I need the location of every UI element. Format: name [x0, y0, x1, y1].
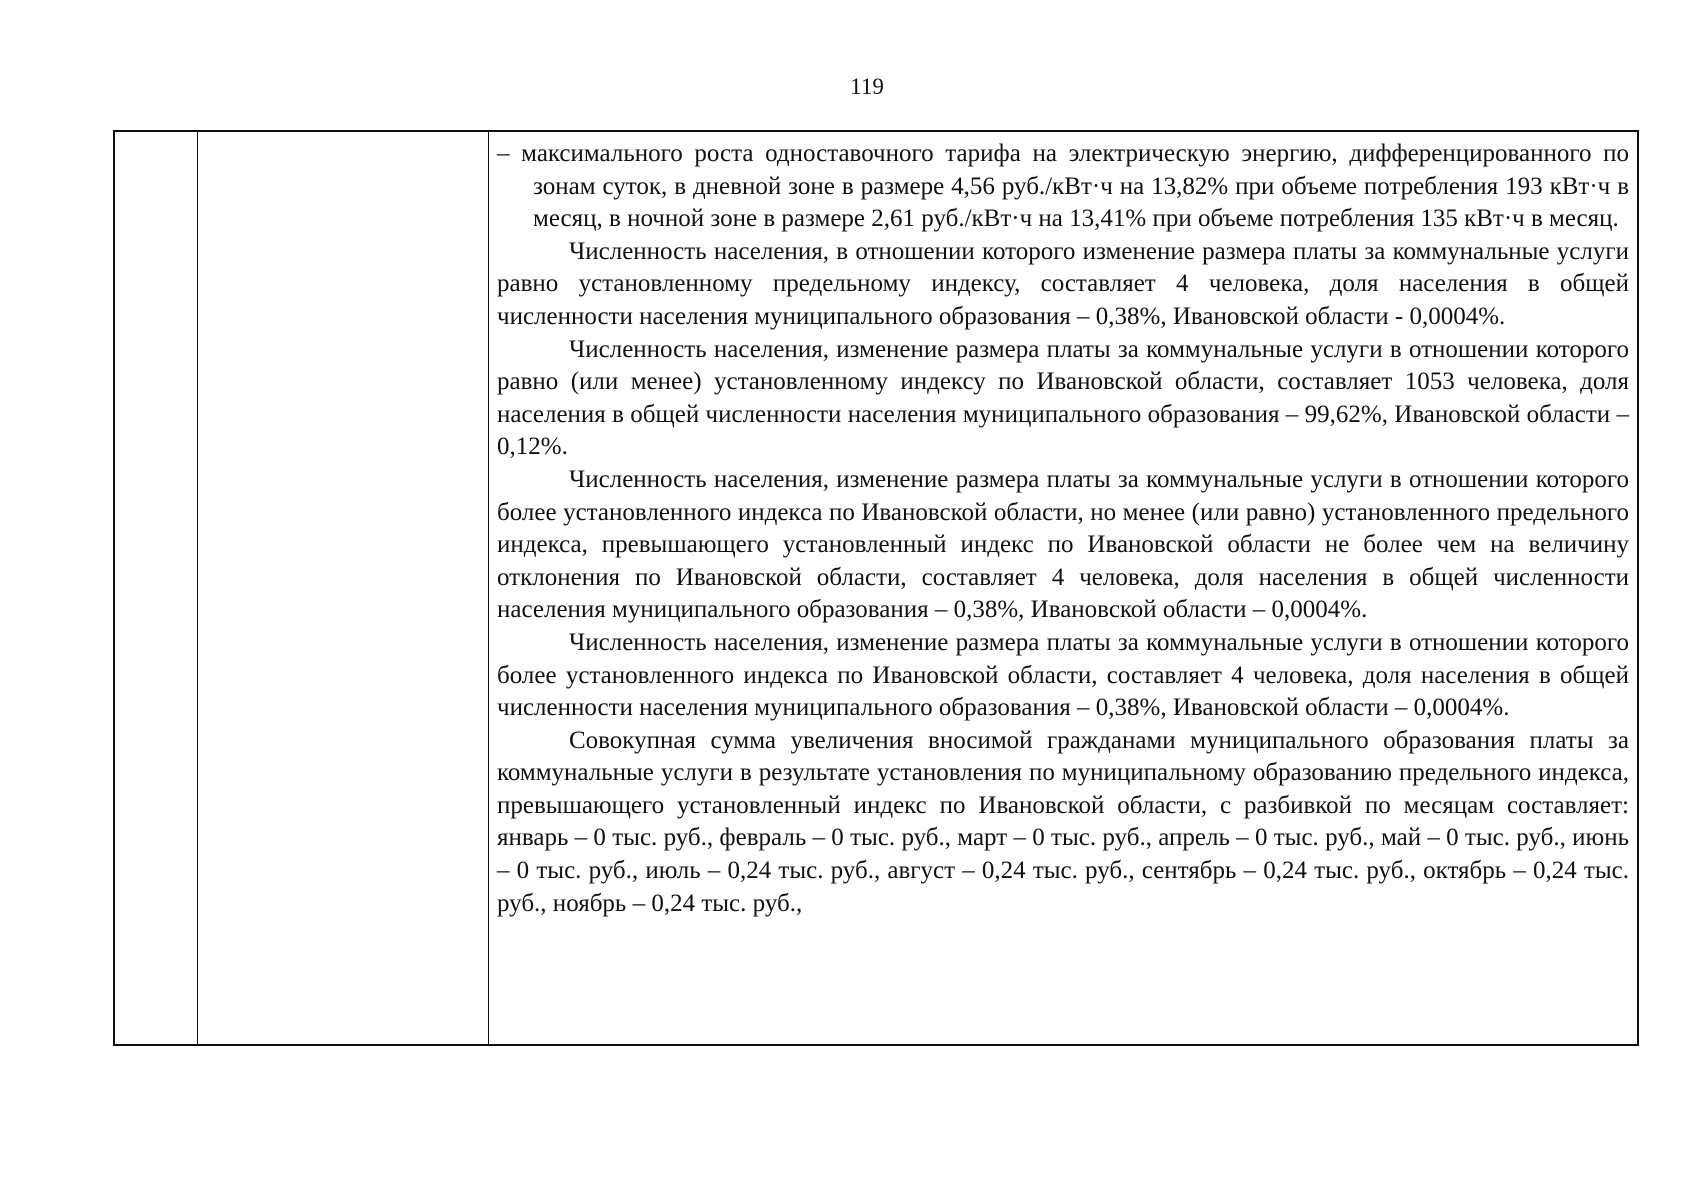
page-number: 119	[850, 74, 884, 99]
paragraph-tariff-growth: – максимального роста одноставочного тарифа на электрическую энергию, дифференцированного по зонам суток, в дневной зоне в размере 4,56 руб./кВт·ч на 13,82% при объеме потребления 193 кВт·ч в месяц, в ночной зоне в размере 2,61 руб./кВт·ч на 13,41% при объеме потребления 135 кВт·ч в месяц.	[497, 140, 1629, 233]
paragraph-population-above-index: Численность населения, изменение размера платы за коммунальные услуги в отношении которого более установленного индекса по Ивановской области, составляет 4 человека, доля населения в общей численности населения муниципального образования – 0,38%, Ивановской области – 0,0004%.	[497, 628, 1629, 722]
column-divider-2	[488, 132, 489, 1044]
table-text-cell	[497, 138, 1629, 920]
paragraph-population-below-index: Численность населения, изменение размера платы за коммунальные услуги в отношении которого равно (или менее) установленному индексу по Ивановской области, составляет 1053 человека, доля населения в общей численности населения муниципального образования – 99,62%, Ивановской области – 0,12%.	[497, 335, 1629, 461]
paragraph-population-between-indices: Численность населения, изменение размера платы за коммунальные услуги в отношении которого более установленного индекса по Ивановской области, но менее (или равно) установленного предельного индекса, превышающего установленный индекс по Ивановской области не более чем на величину отклонения по Ивановской области, составляет 4 человека, доля населения в общей численности населения муниципального образования – 0,38%, Ивановской области – 0,0004%.	[497, 465, 1629, 624]
column-divider-1	[197, 132, 198, 1044]
paragraph-population-equal-limit: Численность населения, в отношении которого изменение размера платы за коммунальные услуги равно установленному предельному индексу, составляет 4 человека, доля населения в общей численности населения муниципального образования – 0,38%, Ивановской области - 0,0004%.	[497, 237, 1629, 330]
document-table	[113, 130, 1639, 1046]
paragraph-monthly-increase-sum: Совокупная сумма увеличения вносимой гражданами муниципального образования платы за коммунальные услуги в результате установления по муниципальному образованию предельного индекса, превышающего установленный индекс по Ивановской области, с разбивкой по месяцам составляет: январь – 0 тыс. руб., февраль – 0 тыс. руб., март – 0 тыс. руб., апрель – 0 тыс. руб., май – 0 тыс. руб., июнь – 0 тыс. руб., июль – 0,24 тыс. руб., август – 0,24 тыс. руб., сентябрь – 0,24 тыс. руб., октябрь – 0,24 тыс. руб., ноябрь – 0,24 тыс. руб.,	[497, 726, 1629, 917]
